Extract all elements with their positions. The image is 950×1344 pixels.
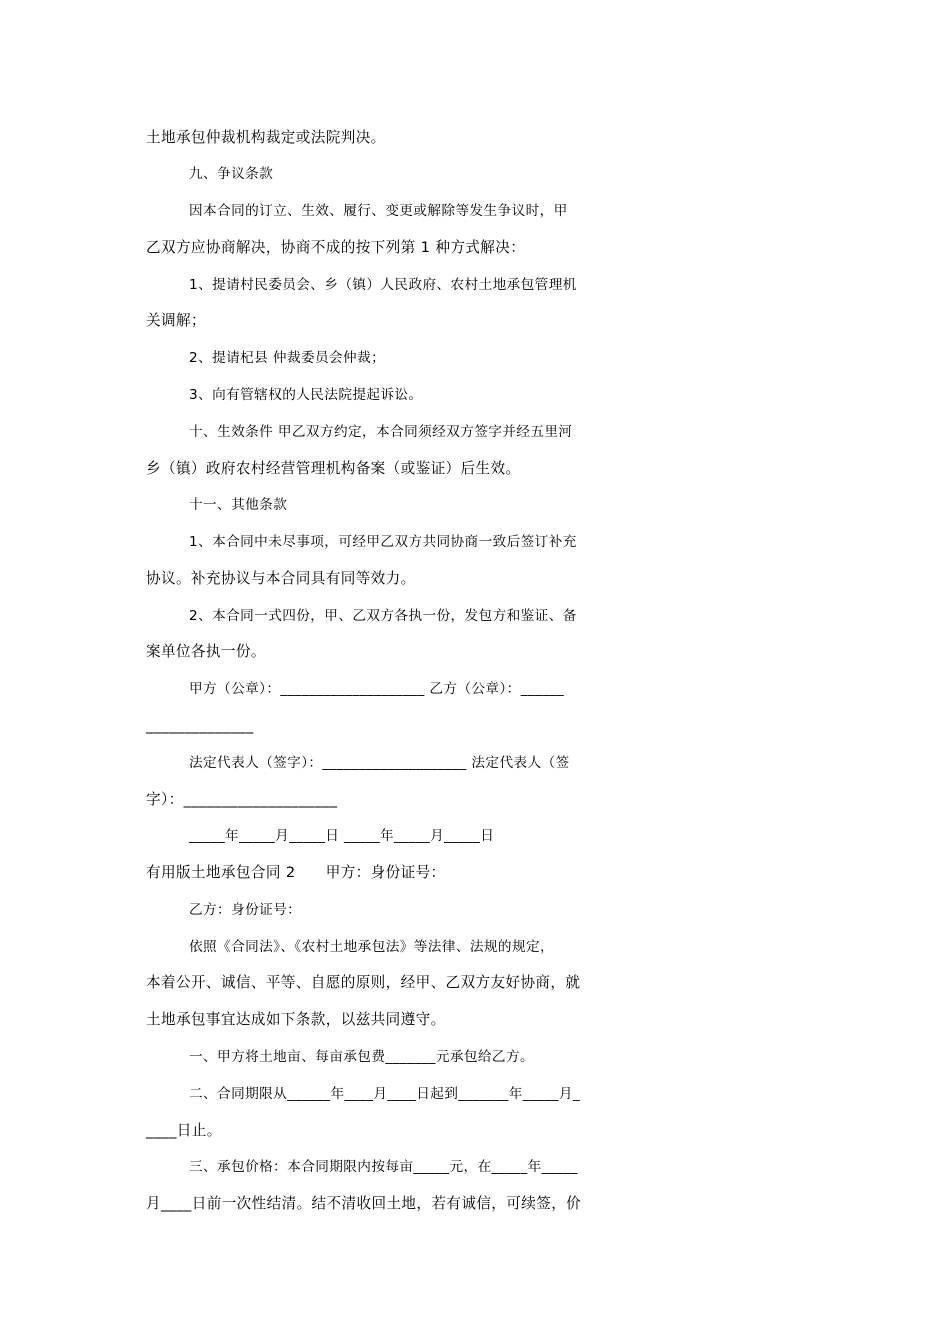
- text-line: 3、向有管辖权的人民法院提起诉讼。: [189, 387, 423, 403]
- clause-2-cont: ____日止。: [146, 1122, 222, 1139]
- signature-line-representative: 法定代表人（签字）：____________________ 法定代表人（签: [189, 755, 570, 771]
- text-line: 土地承包仲裁机构裁定或法院判决。: [146, 129, 386, 146]
- section-heading-other: 十一、其他条款: [189, 497, 288, 513]
- section-heading-dispute: 九、争议条款: [189, 166, 274, 182]
- text-line: 乙双方应协商解决，协商不成的按下列第 1 种方式解决：: [146, 239, 526, 256]
- text-line: 案单位各执一份。: [146, 643, 266, 660]
- text-line: 2、提请杞县 仲裁委员会仲裁；: [189, 350, 386, 366]
- clause-3: 三、承包价格：本合同期限内按每亩_____元，在_____年_____: [189, 1159, 578, 1175]
- text-line: 关调解；: [146, 312, 206, 329]
- contract-title: 有用版土地承包合同 2 甲方：身份证号：: [146, 864, 446, 881]
- clause-3-cont: 月____日前一次性结清。结不清收回土地，若有诚信，可续签，价: [146, 1195, 582, 1212]
- signature-line-seal-cont: ______________: [146, 717, 254, 734]
- text-line: 乡（镇）政府农村经营管理机构备案（或鉴证）后生效。: [146, 460, 521, 477]
- date-line: _____年_____月_____日 _____年_____月_____日: [189, 828, 495, 844]
- signature-line-seal: 甲方（公章）：____________________ 乙方（公章）：______: [189, 681, 564, 697]
- signature-line-representative-cont: 字）：____________________: [146, 791, 338, 808]
- text-line: 1、本合同中未尽事项，可经甲乙双方共同协商一致后签订补充: [189, 534, 577, 550]
- text-line: 1、提请村民委员会、乡（镇）人民政府、农村土地承包管理机: [189, 277, 577, 293]
- text-line: 因本合同的订立、生效、履行、变更或解除等发生争议时，甲: [189, 203, 568, 219]
- text-line: 土地承包事宜达成如下条款，以兹共同遵守。: [146, 1011, 446, 1028]
- section-heading-effect: 十、生效条件 甲乙双方约定，本合同须经双方签字并经五里河: [189, 424, 573, 440]
- party-b-line: 乙方：身份证号：: [189, 902, 302, 918]
- text-line: 协议。补充协议与本合同具有同等效力。: [146, 570, 416, 587]
- text-line: 本着公开、诚信、平等、自愿的原则，经甲、乙双方友好协商，就: [146, 974, 581, 991]
- text-line: 2、本合同一式四份，甲、乙双方各执一份，发包方和鉴证、备: [189, 608, 577, 624]
- clause-1: 一、甲方将土地亩、每亩承包费_______元承包给乙方。: [189, 1049, 535, 1065]
- clause-2: 二、合同期限从______年____月____日起到_______年_____月_: [189, 1086, 581, 1102]
- text-line: 依照《合同法》、《农村土地承包法》等法律、法规的规定，: [189, 939, 555, 955]
